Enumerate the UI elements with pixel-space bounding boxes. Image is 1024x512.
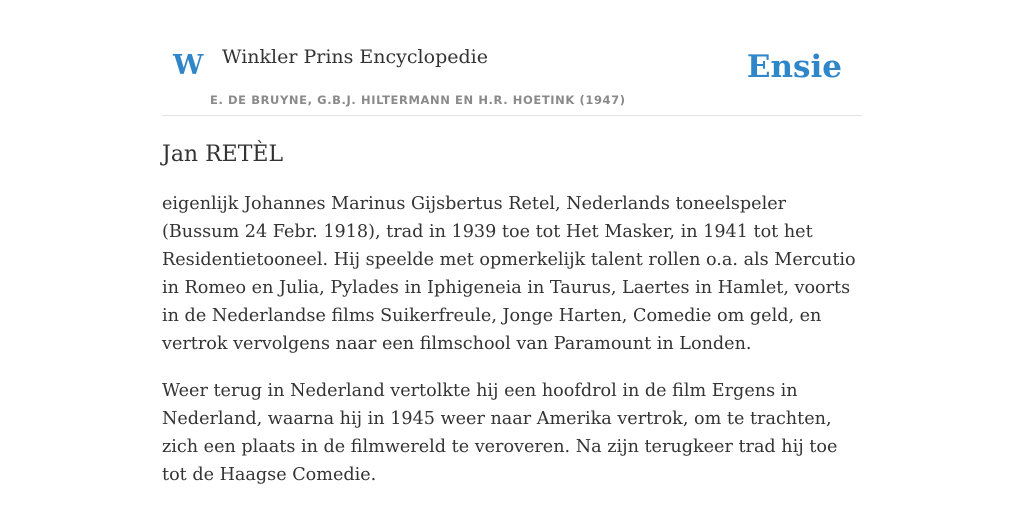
source-authors: E. DE BRUYNE, G.B.J. HILTERMANN EN H.R. HOETINK (1947) — [210, 93, 626, 107]
entry-body — [162, 190, 862, 489]
source-title-link[interactable]: Winkler Prins Encyclopedie — [222, 46, 488, 68]
source-header — [162, 0, 862, 116]
ensie-logo[interactable]: Ensie — [746, 49, 842, 85]
winkler-prins-logo[interactable]: W — [173, 50, 204, 81]
entry-paragraph: eigenlijk Johannes Marinus Gijsbertus Retel, Nederlands toneelspeler (Bussum 24 Febr. 1918), trad in 1939 toe tot Het Masker, in 1941 tot het Residentietooneel. Hij speelde met opmerkelijk talent rollen o.a. als Mercutio in Romeo en Julia, Pylades in Iphigeneia in Taurus, Laertes in Hamlet, voorts in de Nederlandse films Suikerfreule, Jonge Harten, Comedie om geld, en vertrok vervolgens naar een filmschool van Paramount in Londen. — [162, 194, 856, 355]
article-container — [162, 0, 862, 508]
entry-title: Jan RETÈL — [162, 142, 284, 167]
entry-paragraph: Weer terug in Nederland vertolkte hij een hoofdrol in de film Ergens in Nederland, waarna hij in 1945 weer naar Amerika vertrok, om te trachten, zich een plaats in de filmwereld te veroveren. Na zijn terugkeer trad hij toe tot de Haagse Comedie. — [162, 381, 838, 486]
